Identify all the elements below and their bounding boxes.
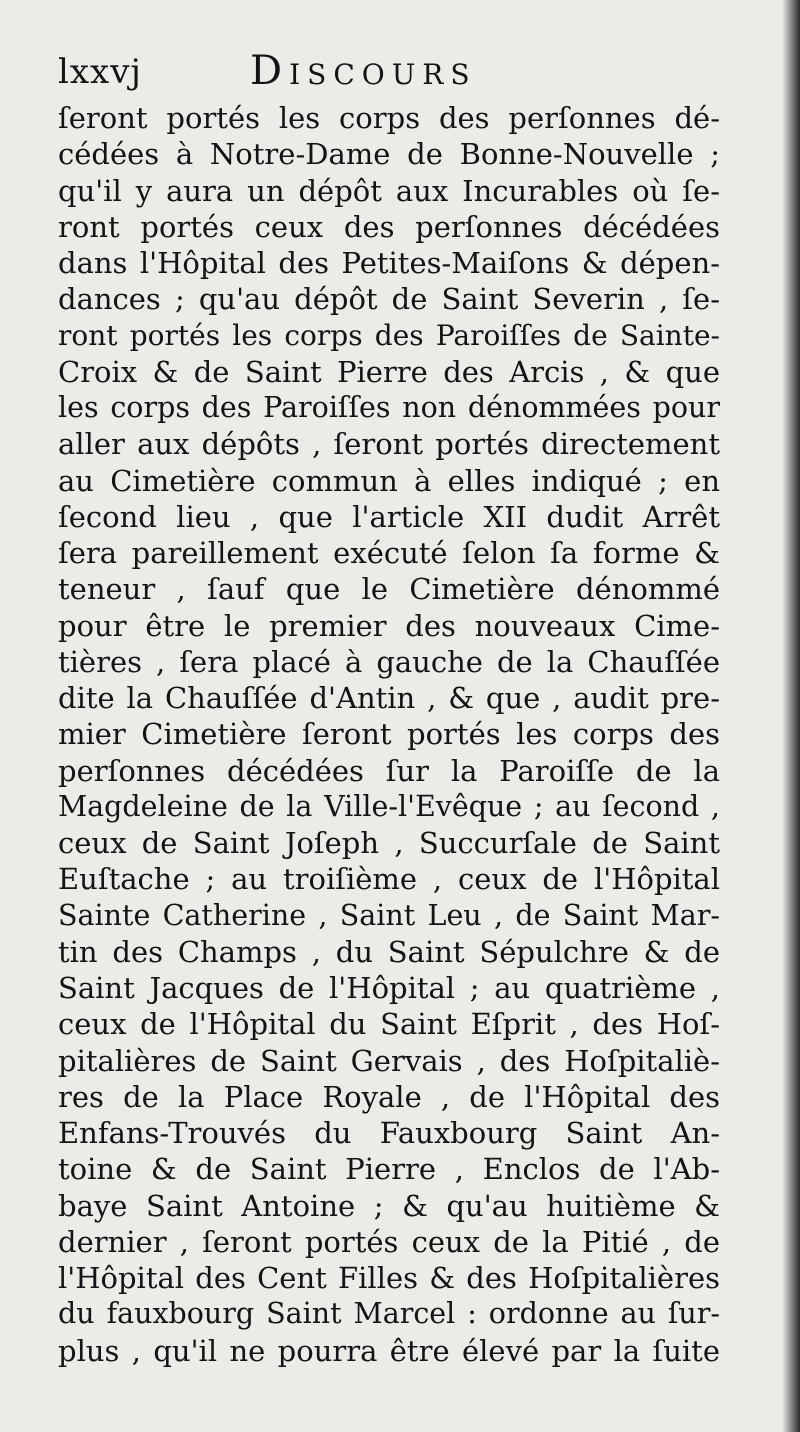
text-line: au Cimetière commun à elles indiqué ; en [58, 463, 720, 498]
text-line: qu'il y aura un dépôt aux Incurables où ſe- [58, 173, 720, 208]
text-line: aller aux dépôts , ſeront portés directement [58, 427, 720, 462]
text-line: ceux de l'Hôpital du Saint Eſprit , des Hoſ- [58, 1007, 720, 1042]
text-line: ront portés les corps des Paroiſſes de Sainte- [58, 318, 720, 352]
text-line: Euſtache ; au troiſième , ceux de l'Hôpital [58, 862, 720, 897]
text-line: pour être le premier des nouveaux Cime- [58, 608, 720, 643]
text-line: du fauxbourg Saint Marcel : ordonne au ſur- [58, 1297, 720, 1331]
text-line: ſera pareillement exécuté ſelon ſa forme & [58, 536, 720, 570]
running-title: Discours [250, 48, 477, 94]
text-line: dances ; qu'au dépôt de Saint Severin , ſe- [58, 282, 720, 317]
text-line: baye Saint Antoine ; & qu'au huitième & [58, 1188, 720, 1223]
text-line: ſeront portés les corps des perſonnes dé- [58, 101, 720, 135]
body-text [58, 100, 720, 1369]
text-line: dernier , ſeront portés ceux de la Pitié , de [58, 1224, 720, 1259]
text-line: dite la Chauſſée d'Antin , & que , audit pre- [58, 681, 720, 715]
text-line: l'Hôpital des Cent Filles & des Hoſpitalières [58, 1261, 720, 1295]
text-line: perſonnes décédées ſur la Paroiſſe de la [58, 753, 720, 788]
text-line: ceux de Saint Joſeph , Succurſale de Saint [58, 826, 720, 860]
text-line: mier Cimetière ſeront portés les corps des [58, 717, 720, 752]
text-line: tin des Champs , du Saint Sépulchre & de [58, 934, 720, 969]
text-line: Saint Jacques de l'Hôpital ; au quatrième , [58, 971, 720, 1005]
text-line: ront portés ceux des perſonnes décédées [58, 209, 720, 244]
text-line: dans l'Hôpital des Petites-Maiſons & dépen- [58, 246, 720, 280]
text-line: ſecond lieu , que l'article XII dudit Arrêt [58, 499, 720, 534]
text-line: cédées à Notre-Dame de Bonne-Nouvelle ; [58, 137, 720, 172]
text-line: pitalières de Saint Gervais , des Hoſpitaliè- [58, 1043, 720, 1078]
page-header [58, 44, 718, 100]
text-line: Croix & de Saint Pierre des Arcis , & que [58, 354, 720, 389]
text-line: Enfans-Trouvés du Fauxbourg Saint An- [58, 1116, 720, 1150]
text-line: les corps des Paroiſſes non dénommées pour [58, 391, 720, 424]
text-line: res de la Place Royale , de l'Hôpital des [58, 1079, 720, 1114]
text-line: Sainte Catherine , Saint Leu , de Saint Mar- [58, 898, 720, 932]
text-line: toine & de Saint Pierre , Enclos de l'Ab- [58, 1152, 720, 1187]
text-line: plus , qu'il ne pourra être élevé par la ſuite [58, 1333, 720, 1368]
text-line: Magdeleine de la Ville-l'Evêque ; au ſecond , [58, 789, 720, 823]
text-line: teneur , ſauf que le Cimetière dénommé [58, 572, 720, 607]
text-line: tières , ſera placé à gauche de la Chauſſée [58, 644, 720, 679]
page-number: lxxvj [58, 52, 142, 92]
